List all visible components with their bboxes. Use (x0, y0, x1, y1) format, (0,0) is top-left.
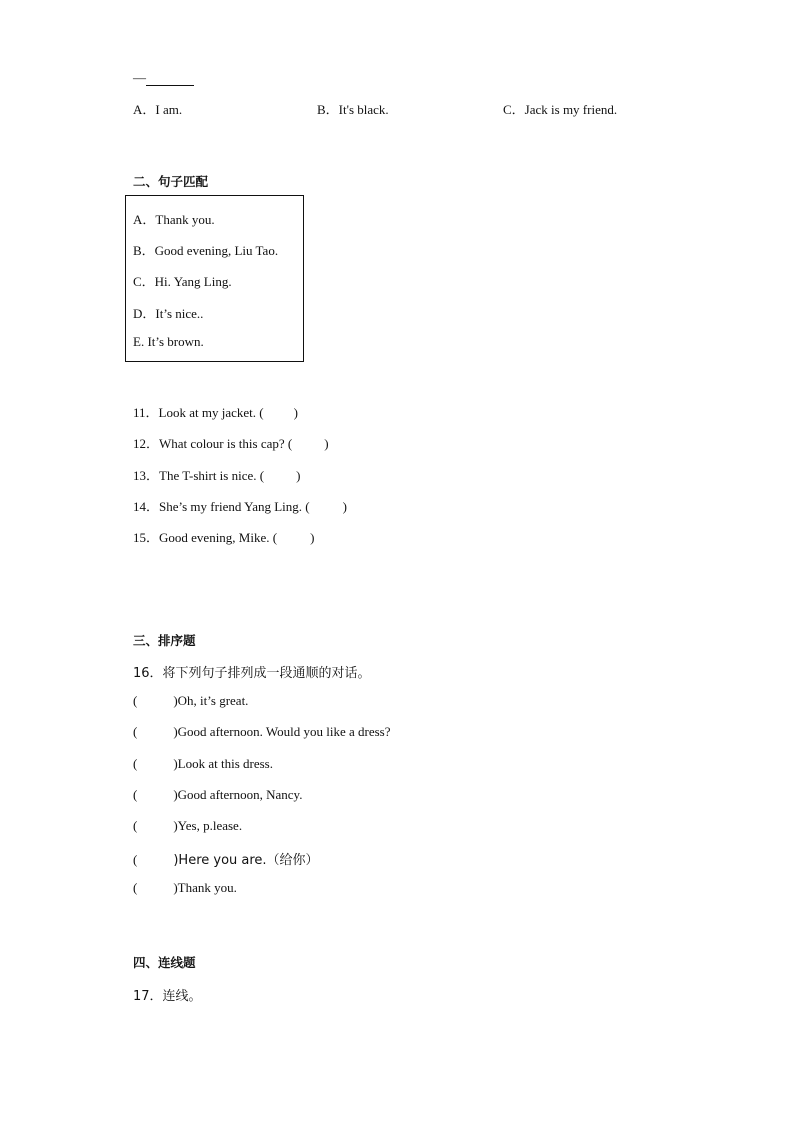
option-b[interactable] (317, 99, 389, 118)
order-text: )Oh, it’s great. (173, 693, 249, 708)
question-number: 11． (133, 405, 159, 420)
blank-line (146, 73, 194, 86)
box-item: D．It’s nice.. (133, 306, 204, 321)
option-letter: A． (133, 102, 156, 117)
order-line[interactable] (133, 787, 302, 803)
option-a[interactable] (133, 99, 182, 118)
question-11[interactable] (133, 402, 298, 421)
open-paren: ( (133, 787, 138, 802)
section-heading-3: 三、排序题 (133, 633, 196, 648)
order-line[interactable] (133, 756, 273, 772)
box-item: C．Hi. Yang Ling. (133, 274, 232, 289)
open-paren: ( (133, 756, 138, 771)
option-c[interactable] (503, 99, 617, 118)
answer-line[interactable] (133, 70, 194, 86)
close-paren: ) (342, 499, 347, 514)
question-17: 17．连线。 (133, 989, 202, 1004)
order-text: )Look at this dress. (173, 756, 273, 771)
close-paren: ) (324, 436, 329, 451)
open-paren: ( (133, 880, 138, 895)
box-item: E. It’s brown. (133, 334, 204, 349)
order-line[interactable] (133, 724, 390, 740)
order-text: )Here you are.（给你） (173, 853, 319, 868)
question-13[interactable] (133, 465, 300, 484)
order-line[interactable] (133, 880, 237, 896)
order-text: )Thank you. (173, 880, 237, 895)
order-text: )Good afternoon, Nancy. (173, 787, 303, 802)
question-number: 13． (133, 468, 160, 483)
question-text: The T-shirt is nice. ( (159, 468, 265, 483)
question-number: 14． (133, 499, 160, 514)
question-text: Good evening, Mike. ( (159, 530, 278, 545)
order-line[interactable] (133, 849, 319, 868)
question-number: 12． (133, 436, 160, 451)
question-16: 16．将下列句子排列成一段通顺的对话。 (133, 666, 371, 681)
option-text: I am. (155, 102, 183, 117)
dash: — (133, 70, 146, 85)
question-number: 15． (133, 530, 160, 545)
open-paren: ( (133, 693, 138, 708)
open-paren: ( (133, 852, 138, 867)
close-paren: ) (310, 530, 315, 545)
close-paren: ) (293, 405, 298, 420)
order-text: )Yes, p.lease. (173, 818, 243, 833)
question-12[interactable] (133, 433, 329, 452)
box-item: A．Thank you. (133, 212, 215, 227)
open-paren: ( (133, 818, 138, 833)
order-line[interactable] (133, 693, 248, 709)
question-text: She’s my friend Yang Ling. ( (159, 499, 310, 514)
option-letter: C． (503, 102, 525, 117)
question-14[interactable] (133, 496, 347, 515)
order-line[interactable] (133, 818, 242, 834)
option-text: Jack is my friend. (524, 102, 618, 117)
option-letter: B． (317, 102, 339, 117)
section-heading-2: 二、句子匹配 (133, 174, 209, 189)
open-paren: ( (133, 724, 138, 739)
close-paren: ) (296, 468, 301, 483)
box-item: B．Good evening, Liu Tao. (133, 243, 279, 258)
section-heading-4: 四、连线题 (133, 955, 196, 970)
option-text: It's black. (338, 102, 389, 117)
question-text: Look at my jacket. ( (158, 405, 264, 420)
order-text: )Good afternoon. Would you like a dress? (173, 724, 391, 739)
question-15[interactable] (133, 527, 314, 546)
question-text: What colour is this cap? ( (159, 436, 293, 451)
